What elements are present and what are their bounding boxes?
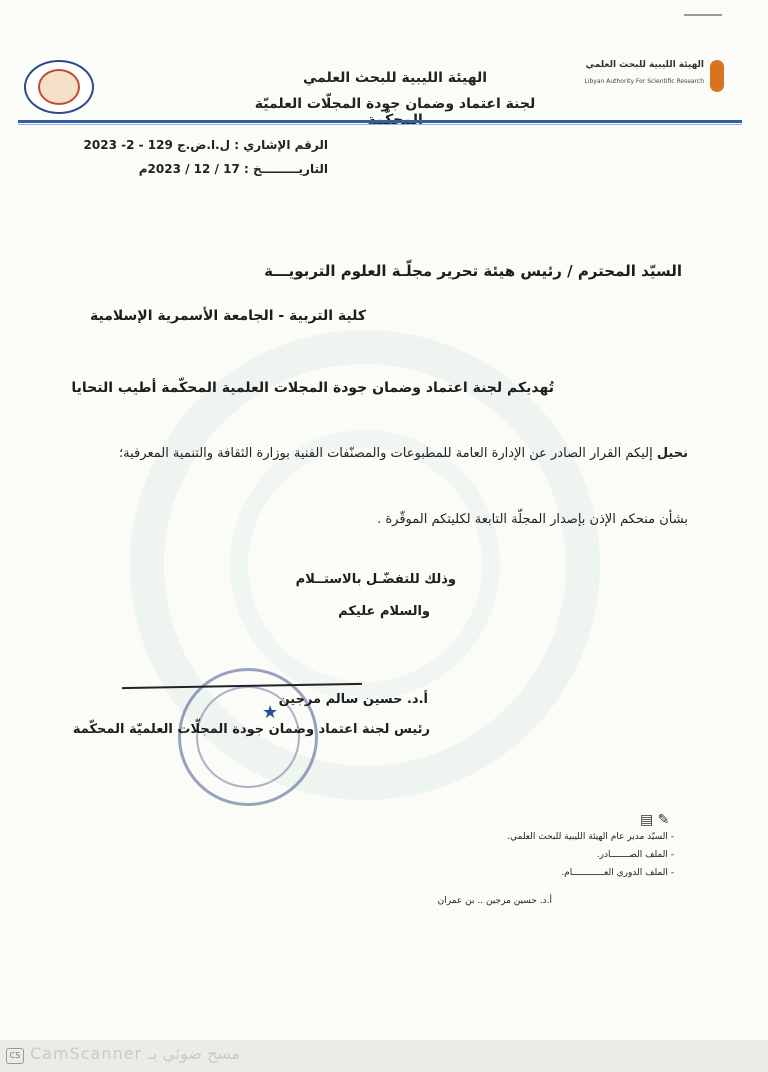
header-divider xyxy=(18,120,742,123)
authority-emblem-icon xyxy=(710,60,724,92)
closing-line-1: وذلك للتفضّـل بالاستــلام xyxy=(295,572,456,587)
copy-item-3: - الملف الدوري العــــــــــــام. xyxy=(561,868,674,878)
date-line xyxy=(139,162,328,176)
committee-logo-emblem xyxy=(38,69,80,105)
header-divider-thin xyxy=(18,124,742,125)
stamp-star-icon: ★ xyxy=(262,702,279,723)
reference-label: الرقم الإشاري : xyxy=(234,138,328,152)
authority-logo-subtext: Libyan Authority For Scientific Research xyxy=(584,78,704,85)
authority-logo-text: الهيئة الليبية للبحث العلمي xyxy=(585,60,704,70)
paragraph-lead-word: نحيل xyxy=(656,446,688,461)
addressee-institution: كلية التربية - الجامعة الأسمرية الإسلامية xyxy=(90,308,366,324)
copy-item-1: - السيّد مدير عام الهيئة الليبية للبحث العلمي. xyxy=(507,832,674,842)
date-value: 17 / 12 / 2023م xyxy=(138,162,240,176)
paragraph-line-1-text: إليكم القرار الصادر عن الإدارة العامة للمطبوعات والمصنّفات الفنية بوزارة الثقافة والتنمية المعرفية؛ xyxy=(119,446,653,461)
addressee-title: السيّد المحترم / رئيس هيئة تحرير مجلّـة العلوم التربويـــة xyxy=(264,262,682,280)
scanner-watermark-text: CamScanner مسح ضوئي بـ xyxy=(30,1044,241,1063)
reference-number: ل.ا.ض.ج 129 - 2- 2023 xyxy=(83,138,231,152)
copies-icon: ▤ ✎ xyxy=(640,812,670,828)
org-name: الهيئة الليبية للبحث العلمي xyxy=(302,70,488,86)
committee-name: لجنة اعتماد وضمان جودة المجلّات العلميّة xyxy=(254,96,536,112)
greeting: تُهديكم لجنة اعتماد وضمان جودة المجلات العلمية المحكّمة أطيب التحايا xyxy=(71,380,554,396)
watermark-seal-inner xyxy=(230,430,500,700)
committee-logo xyxy=(24,60,94,114)
paragraph-line-2: بشأن منحكم الإذن بإصدار المجلّة التابعة لكليتكم الموقّرة . xyxy=(377,512,688,527)
reference-line xyxy=(84,138,328,152)
camscanner-mark: CS xyxy=(6,1048,24,1064)
date-label: التاريـــــــــخ : xyxy=(244,162,328,176)
corner-mark xyxy=(684,14,722,16)
paragraph-line-1 xyxy=(119,446,688,461)
signatory-title: رئيس لجنة اعتماد وضمان جودة المجلّات العلميّة المحكّمة xyxy=(72,722,430,737)
signatory-name: أ.د. حسين سالم مرجين xyxy=(278,692,428,707)
closing-line-2: والسلام عليكم xyxy=(338,604,430,619)
copy-item-2: - الملف الصـــــــادر. xyxy=(596,850,674,860)
copies-footer: أ.د. حسين مرجين .. بن عمران xyxy=(437,896,552,906)
authority-logo xyxy=(584,56,724,106)
